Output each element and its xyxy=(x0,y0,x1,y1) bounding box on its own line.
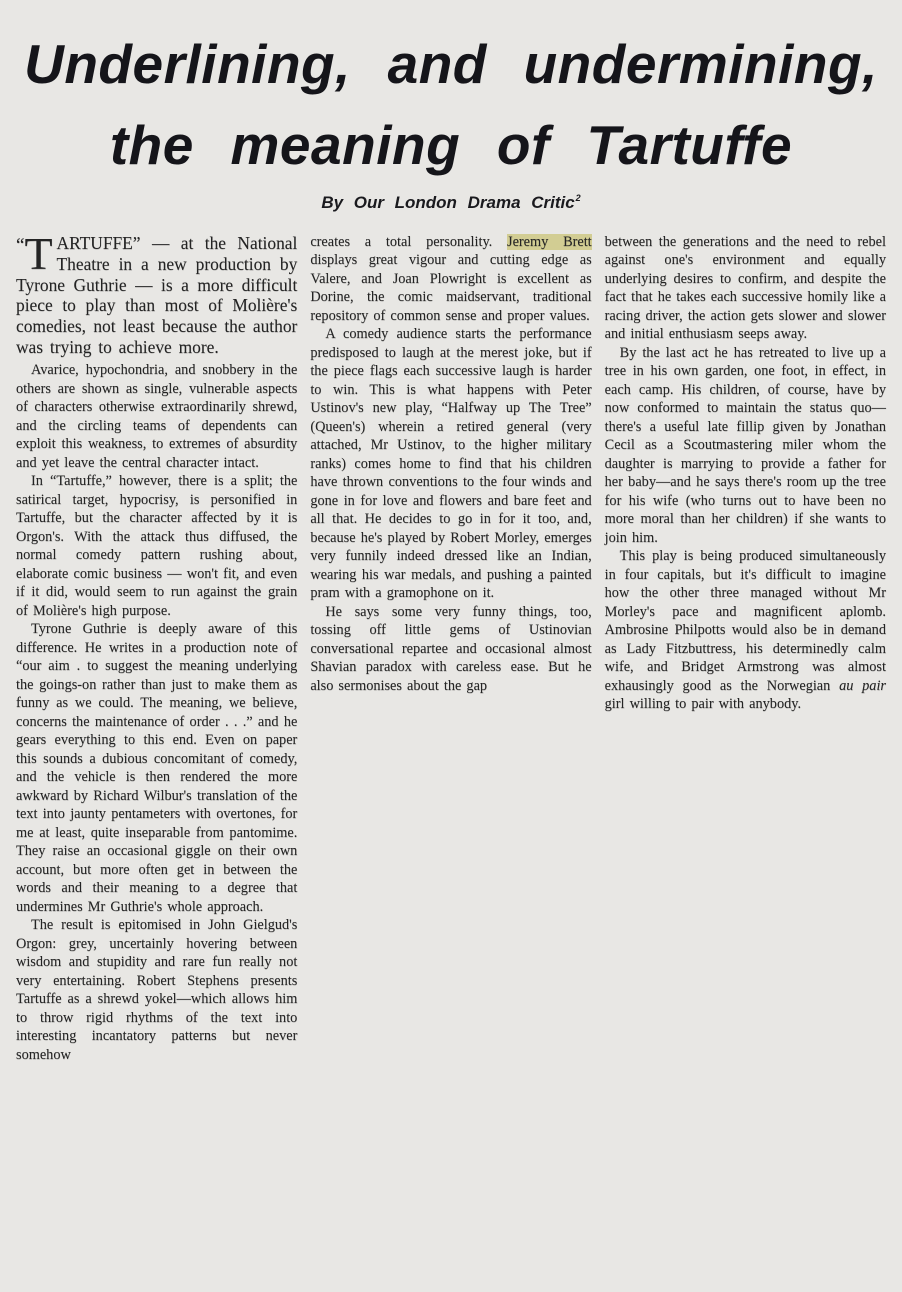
headline xyxy=(8,24,894,187)
paragraph: between the generations and the need to rebel against one's environment and equally underlying desires to confirm, and despite the fact that he takes each successive homily like a racing driver, the action gets slower and slower and initial enthusiasm seeps away. xyxy=(604,233,886,343)
paragraph: Avarice, hypochondria, and snobbery in the others are shown as single, vulnerable aspects of characters otherwise extraordinarily shrewd, and the circling teams of dependents can exploit this weakness, to extremes of absurdity and yet leave the central character intact. xyxy=(16,362,298,471)
paragraph: The result is epitomised in John Gielgud's Orgon: grey, uncertainly hovering between wisdom and stupidity and rare fun really not very entertaining. Robert Stephens presents Tartuffe as a shrewd yokel—which allows him to throw rigid rhythms of the text into interesting incantatory patterns but never somehow xyxy=(16,917,298,1063)
dropcap-letter: T xyxy=(24,227,53,279)
lead-paragraph xyxy=(16,227,298,358)
paragraph-text: creates a total personality. xyxy=(310,233,508,250)
column-3 xyxy=(605,233,886,714)
paragraph-text: displays great vigour and cutting edge as Valere, and Joan Plowright is excellent as Dorine, the comic maidservant, traditional repository of common sense and proper values. xyxy=(310,252,592,324)
dropcap xyxy=(16,227,57,279)
paragraph xyxy=(605,547,886,714)
byline-superscript: 2 xyxy=(575,193,581,204)
paragraph: By the last act he has retreated to live up a tree in his own garden, one foot, in effect, in each camp. His children, of course, have by now conformed to maintain the status quo—there's a useful late fillip given by Jonathan Cecil as a Scoutmastering miler whom the daughter is marrying to provide a father for her baby—and he says there's room up the tree for his wife (who turns out to have been no more moral than her children) if she wants to join him. xyxy=(604,344,886,546)
headline-line-1: Underlining, and undermining, xyxy=(24,33,878,95)
column-1 xyxy=(16,227,298,1064)
lead-text: ARTUFFE” — at the National Theatre in a new production by Tyrone Guthrie — is a more difficult piece to play than most of Molière's comedies, not least because the author was trying to achieve more. xyxy=(16,232,298,358)
paragraph: In “Tartuffe,” however, there is a split; the satirical target, hypocrisy, is personified in Tartuffe, but the character affected by it is Orgon's. With the attack thus diffused, the normal comedy pattern rushing about, elaborate comic business — won't fit, and even if it did, would seem to run against the grain of Molière's high purpose. xyxy=(16,473,298,619)
paragraph-text: This play is being produced simultaneously in four capitals, but it's difficult to imagine how the other three managed without Mr Morley's pace and magnificent aplomb. Ambrosine Philpotts would also be in demand as Lady Fitzbuttress, his determinedly calm wife, and Bridget Armstrong was almost exhausingly good as the Norwegian xyxy=(604,548,886,694)
headline-line-2: the meaning of Tartuffe xyxy=(109,114,793,177)
search-highlight: Jeremy Brett xyxy=(507,233,592,250)
article-columns xyxy=(0,227,902,1064)
italic-phrase: au pair xyxy=(839,677,886,694)
lead-open-quote: “ xyxy=(16,234,25,256)
paragraph xyxy=(310,233,591,326)
paragraph: Tyrone Guthrie is deeply aware of this difference. He writes in a production note of “our aim . to suggest the meaning underlying the goings-on rather than just to make them as funny as we could. The meaning, we believe, concerns the maintenance of order . . .” and he gears everything to this end. Even on paper this sounds a dubious concomitant of comedy, and the vehicle is then rendered the more awkward by Richard Wilbur's translation of the text into jaunty pentameters with overtones, for me at least, quite inseparable from pantomime. They raise an occasional giggle on their own account, but more often get in between the words and their meaning to a degree that undermines Mr Guthrie's whole approach. xyxy=(16,621,298,915)
byline xyxy=(0,193,902,213)
paragraph: He says some very funny things, too, tossing off little gems of Ustinovian conversational repartee and occasional almost Shavian paradox with careless ease. But he also sermonises about the gap xyxy=(310,603,592,694)
byline-text: By Our London Drama Critic xyxy=(321,192,575,212)
column-2 xyxy=(310,233,591,696)
paragraph-text: girl willing to pair with anybody. xyxy=(604,696,802,713)
paragraph: A comedy audience starts the performance predisposed to laugh at the merest joke, but if the piece flags each successive laugh is harder to win. This is what happens with Peter Ustinov's new play, “Halfway up The Tree” (Queen's) wherein a retired general (very attached, Mr Ustinov, to the higher military ranks) comes home to find that his children have thrown conventions to the four winds and gone in for love and flowers and bare feet and all that. He decides to go in for it too, and, because he's played by Robert Morley, emerges very funnily indeed dressed like an Indian, wearing his war medals, and pushing a painted pram with a gramophone on it. xyxy=(310,326,592,602)
